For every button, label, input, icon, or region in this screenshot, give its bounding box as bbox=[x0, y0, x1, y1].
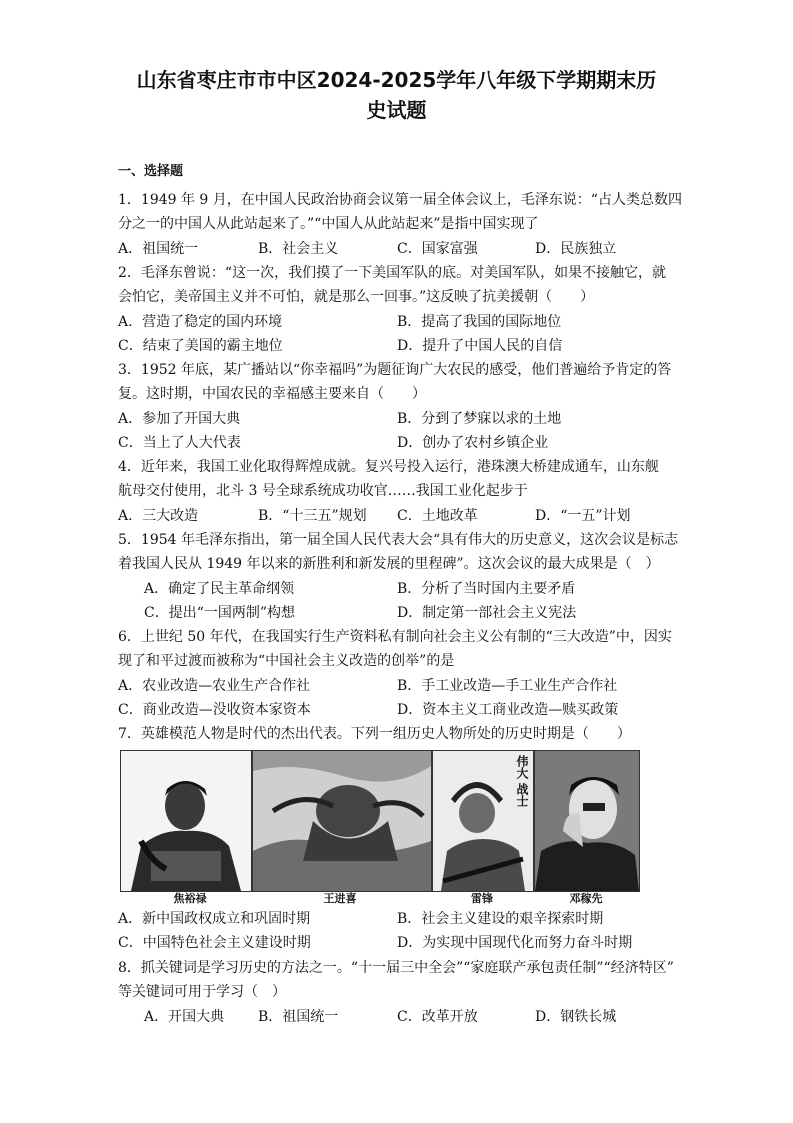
q2-option-d: D．提升了中国人民的自信 bbox=[397, 338, 563, 354]
q1-option-c: C．国家富强 bbox=[397, 241, 478, 257]
oilfield-scene-icon bbox=[253, 751, 431, 891]
q8-option-c: C．改革开放 bbox=[397, 1009, 478, 1025]
exam-title-line2: 史试题 bbox=[366, 98, 427, 122]
caption-wang-jinxi: 王进喜 bbox=[323, 892, 357, 905]
q6-option-a: A．农业改造—农业生产合作社 bbox=[118, 678, 311, 694]
q8-stem-line1: 8．抓关键词是学习历史的方法之一。“十一届三中全会”“家庭联产承包责任制”“经济特区” bbox=[118, 960, 674, 976]
q6-stem-line1: 6．上世纪 50 年代，在我国实行生产资料私有制向社会主义公有制的“三大改造”中，因实 bbox=[118, 629, 672, 645]
photo-jiao-yulu bbox=[120, 750, 252, 892]
q1-option-b: B．社会主义 bbox=[258, 241, 339, 257]
q3-stem-line1: 3．1952 年底，某广播站以“你幸福吗”为题征询广大农民的感受，他们普遍给予肯定的答 bbox=[118, 362, 672, 378]
poster-text: 伟大 战士 bbox=[515, 755, 529, 808]
hero-photos bbox=[120, 750, 640, 908]
q6-option-c: C．商业改造—没收资本家资本 bbox=[118, 702, 311, 718]
q5-option-a: A．确定了民主革命纲领 bbox=[144, 581, 295, 597]
q5-stem-line2: 着我国人民从 1949 年以来的新胜利和新发展的里程碑”。这次会议的最大成果是（ ） bbox=[118, 556, 660, 572]
q4-option-a: A．三大改造 bbox=[118, 508, 199, 524]
q7-option-c: C．中国特色社会主义建设时期 bbox=[118, 935, 311, 951]
q2-option-a: A．营造了稳定的国内环境 bbox=[118, 314, 283, 330]
caption-jiao-yulu: 焦裕禄 bbox=[173, 892, 207, 905]
q6-option-d: D．资本主义工商业改造—赎买政策 bbox=[397, 702, 619, 718]
section-heading: 一、选择题 bbox=[118, 164, 184, 179]
q5-stem-line1: 5．1954 年毛泽东指出，第一届全国人民代表大会“具有伟大的历史意义，这次会议是标志 bbox=[118, 532, 679, 548]
q2-stem-line1: 2．毛泽东曾说：“这一次，我们摸了一下美国军队的底。对美国军队，如果不接触它，就 bbox=[118, 265, 667, 281]
photo-lei-feng bbox=[432, 750, 534, 892]
q2-option-b: B．提高了我国的国际地位 bbox=[397, 314, 562, 330]
q5-option-c: C．提出“一国两制”构想 bbox=[144, 605, 296, 621]
q7-option-d: D．为实现中国现代化而努力奋斗时期 bbox=[397, 935, 633, 951]
q6-stem-line2: 现了和平过渡而被称为“中国社会主义改造的创举”的是 bbox=[118, 653, 455, 669]
q3-stem-line2: 复。这时期，中国农民的幸福感主要来自（ ） bbox=[118, 386, 426, 402]
q3-option-b: B．分到了梦寐以求的土地 bbox=[397, 411, 562, 427]
q1-option-a: A．祖国统一 bbox=[118, 241, 199, 257]
q7-stem-line1: 7．英雄模范人物是时代的杰出代表。下列一组历史人物所处的历史时期是（ ） bbox=[118, 726, 631, 742]
portrait-figure-icon bbox=[121, 751, 251, 891]
q5-option-d: D．制定第一部社会主义宪法 bbox=[397, 605, 577, 621]
q7-option-b: B．社会主义建设的艰辛探索时期 bbox=[397, 911, 604, 927]
q1-option-d: D．民族独立 bbox=[535, 241, 617, 257]
q8-option-a: A．开国大典 bbox=[144, 1009, 225, 1025]
q8-option-d: D．钢铁长城 bbox=[535, 1009, 617, 1025]
q4-stem-line1: 4．近年来，我国工业化取得辉煌成就。复兴号投入运行，港珠澳大桥建成通车，山东舰 bbox=[118, 459, 659, 475]
q8-stem-line2: 等关键词可用于学习（ ） bbox=[118, 984, 286, 1000]
exam-title-line1: 山东省枣庄市市中区2024-2025学年八年级下学期期末历 bbox=[136, 68, 657, 92]
caption-lei-feng: 雷锋 bbox=[471, 892, 493, 905]
q4-option-b: B．“十三五”规划 bbox=[258, 508, 367, 524]
scientist-portrait-icon bbox=[535, 751, 639, 891]
q4-option-c: C．土地改革 bbox=[397, 508, 478, 524]
q8-option-b: B．祖国统一 bbox=[258, 1009, 339, 1025]
q3-option-a: A．参加了开国大典 bbox=[118, 411, 241, 427]
q4-option-d: D．“一五”计划 bbox=[535, 508, 631, 524]
q2-option-c: C．结束了美国的霸主地位 bbox=[118, 338, 283, 354]
q5-option-b: B．分析了当时国内主要矛盾 bbox=[397, 581, 576, 597]
photo-wang-jinxi bbox=[252, 750, 432, 892]
q4-stem-line2: 航母交付使用，北斗 3 号全球系统成功收官……我国工业化起步于 bbox=[118, 483, 528, 499]
q3-option-c: C．当上了人大代表 bbox=[118, 435, 241, 451]
q1-stem-line2: 分之一的中国人从此站起来了。”“中国人从此站起来”是指中国实现了 bbox=[118, 216, 539, 232]
photo-deng-jiaxian bbox=[534, 750, 640, 892]
q3-option-d: D．创办了农村乡镇企业 bbox=[397, 435, 549, 451]
q7-option-a: A．新中国政权成立和巩固时期 bbox=[118, 911, 311, 927]
q6-option-b: B．手工业改造—手工业生产合作社 bbox=[397, 678, 618, 694]
q2-stem-line2: 会怕它，美帝国主义并不可怕，就是那么一回事。”这反映了抗美援朝（ ） bbox=[118, 289, 595, 305]
caption-deng-jiaxian: 邓稼先 bbox=[569, 892, 603, 905]
q1-stem-line1: 1．1949 年 9 月，在中国人民政治协商会议第一届全体会议上，毛泽东说：“占人类总数四 bbox=[118, 192, 682, 208]
